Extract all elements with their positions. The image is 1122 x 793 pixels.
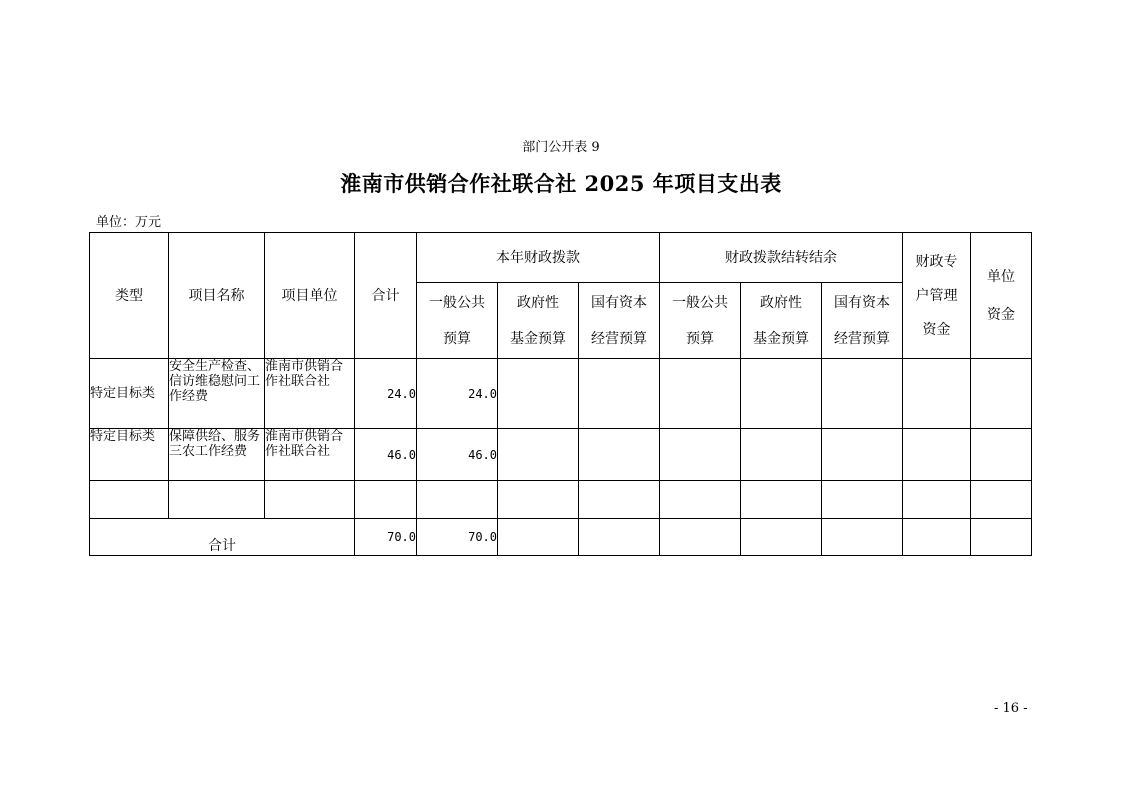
cell-empty [741,429,822,481]
cell-empty [971,359,1032,429]
col-header-special-account-line1: 财政专 [915,253,958,270]
cell-empty [660,429,741,481]
cell-empty [971,429,1032,481]
cell-project-name: 安全生产检查、信访维稳慰问工作经费 [169,359,265,429]
col-header-line: 基金预算 [510,330,566,347]
cell-sum-total: 70.0 [355,519,417,556]
cell-project-unit: 淮南市供销合作社联合社 [265,429,355,481]
cell-empty [498,519,579,556]
cell-total: 24.0 [355,359,417,429]
cell-empty [741,359,822,429]
col-header-total: 合计 [355,233,417,359]
cell-empty [498,481,579,519]
col-header-project-unit: 项目单位 [265,233,355,359]
cell-empty [903,481,971,519]
project-expenditure-table [89,232,1032,556]
col-header-line: 预算 [443,330,471,347]
unit-label: 单位：万元 [96,215,162,230]
cell-empty [822,519,903,556]
cell-empty [822,359,903,429]
cell-empty [579,481,660,519]
col-header-line: 政府性 [760,294,803,311]
table-row [90,429,1032,481]
col-header-unit-funds-line1: 单位 [987,268,1016,285]
col-header-special-account [903,233,971,359]
cell-empty [265,481,355,519]
cell-empty [660,481,741,519]
col-header-unit-funds-line2: 资金 [987,306,1016,323]
cell-empty [355,481,417,519]
col-group-current-year: 本年财政拨款 [417,233,660,283]
col-header-line: 一般公共 [672,294,729,311]
col-header-special-account-line3: 资金 [922,321,951,338]
col-header-line: 一般公共 [429,294,485,311]
col-header-line: 国有资本 [834,294,891,311]
table-total-row [90,519,1032,556]
cell-empty [417,481,498,519]
cell-empty [903,429,971,481]
table-row-empty [90,481,1032,519]
col-header-carry-gov-fund-budget [741,283,822,359]
page-number: - 16 - [994,701,1028,716]
col-header-unit-funds [971,233,1032,359]
col-header-carry-state-capital-budget [822,283,903,359]
col-header-line: 政府性 [517,294,559,311]
col-header-carry-general-budget [660,283,741,359]
cell-empty [660,359,741,429]
col-header-project-name: 项目名称 [169,233,265,359]
cell-type: 特定目标类 [90,359,169,429]
page-title: 淮南市供销合作社联合社 2025 年项目支出表 [340,171,782,196]
cell-empty [822,481,903,519]
cell-project-name: 保障供给、服务三农工作经费 [169,429,265,481]
cell-project-unit: 淮南市供销合作社联合社 [265,359,355,429]
cell-empty [903,359,971,429]
total-label: 合计 [90,519,355,556]
cell-empty [741,519,822,556]
cell-empty [579,359,660,429]
col-header-type: 类型 [90,233,169,359]
col-group-carryover: 财政拨款结转结余 [660,233,903,283]
table-number-label: 部门公开表 9 [522,140,600,155]
cell-empty [971,481,1032,519]
col-header-gov-fund-budget [498,283,579,359]
cell-empty [903,519,971,556]
cell-general-budget: 24.0 [417,359,498,429]
col-header-line: 预算 [686,330,715,347]
cell-empty [169,481,265,519]
cell-empty [579,519,660,556]
cell-empty [741,481,822,519]
table-row [90,359,1032,429]
cell-empty [971,519,1032,556]
col-header-line: 经营预算 [591,330,647,347]
col-header-general-budget [417,283,498,359]
col-header-line: 国有资本 [591,294,647,311]
cell-total: 46.0 [355,429,417,481]
col-header-state-capital-budget [579,283,660,359]
cell-empty [90,481,169,519]
cell-general-budget: 46.0 [417,429,498,481]
cell-sum-general-budget: 70.0 [417,519,498,556]
cell-empty [822,429,903,481]
cell-type: 特定目标类 [90,429,169,481]
cell-empty [579,429,660,481]
cell-empty [660,519,741,556]
cell-empty [498,359,579,429]
col-header-line: 经营预算 [834,330,891,347]
col-header-line: 基金预算 [753,330,810,347]
col-header-special-account-line2: 户管理 [915,287,958,304]
cell-empty [498,429,579,481]
